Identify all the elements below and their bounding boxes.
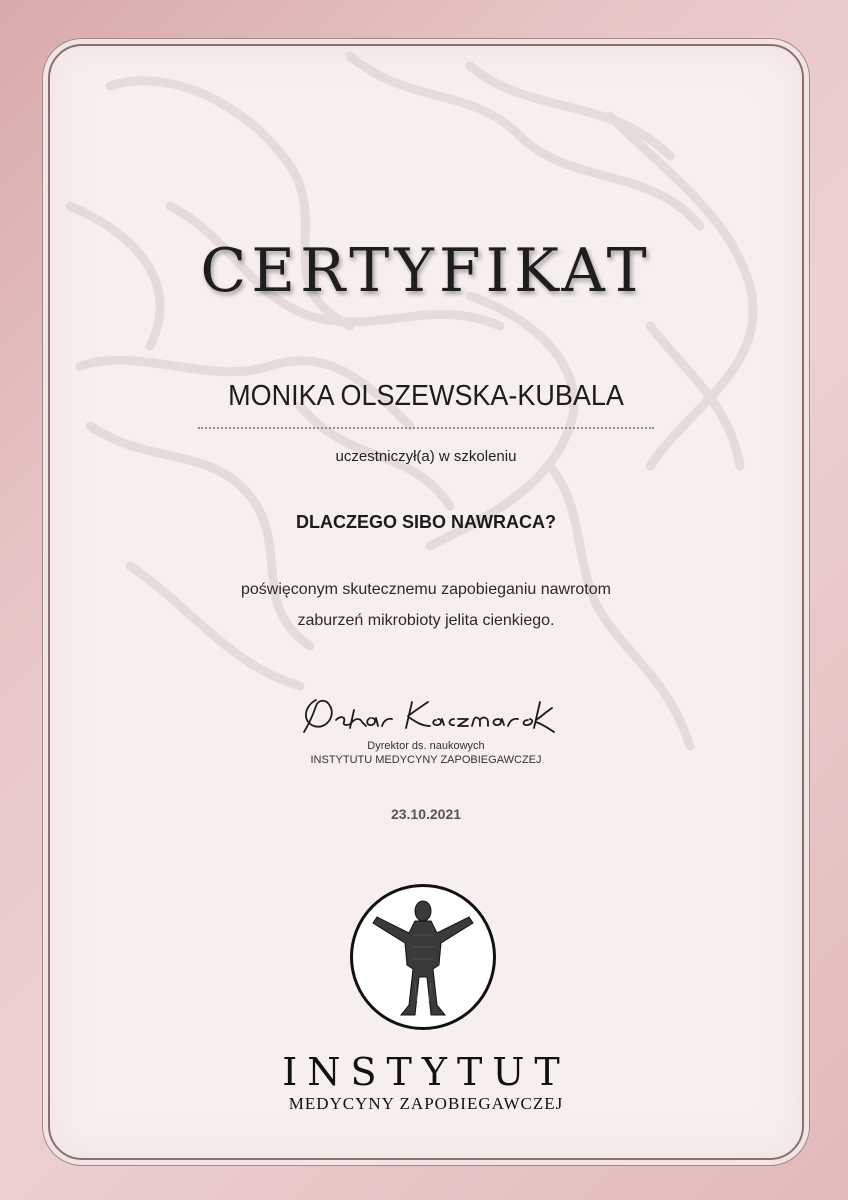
certificate-title: CERTYFIKAT [200,236,652,306]
signer-role-line-1: Dyrektor ds. naukowych [367,740,485,752]
certificate-frame [48,44,804,1160]
recipient-name: MONIKA OLSZEWSKA-KUBALA [228,380,624,412]
signer-role-line-2: INSTYTUTU MEDYCYNY ZAPOBIEGAWCZEJ [310,754,542,766]
course-title: DLACZEGO SIBO NAWRACA? [296,512,556,532]
certificate-date: 23.10.2021 [390,806,462,822]
frame-corner-ornament [48,44,78,74]
watermark-illustration [50,46,802,786]
handwritten-signature [296,692,556,738]
course-description [50,574,802,636]
signer-role [50,739,802,767]
institution-name: INSTYTUT [282,1050,570,1094]
participation-text: uczestniczył(a) w szkoleniu [335,448,517,465]
vitruvian-man-icon [350,884,496,1030]
description-line-2: zaburzeń mikrobioty jelita cienkiego. [297,612,555,629]
description-line-1: poświęconym skutecznemu zapobieganiu nawrotom [241,581,611,598]
institution-subtitle: MEDYCYNY ZAPOBIEGAWCZEJ [288,1094,564,1113]
name-underline [198,427,654,429]
